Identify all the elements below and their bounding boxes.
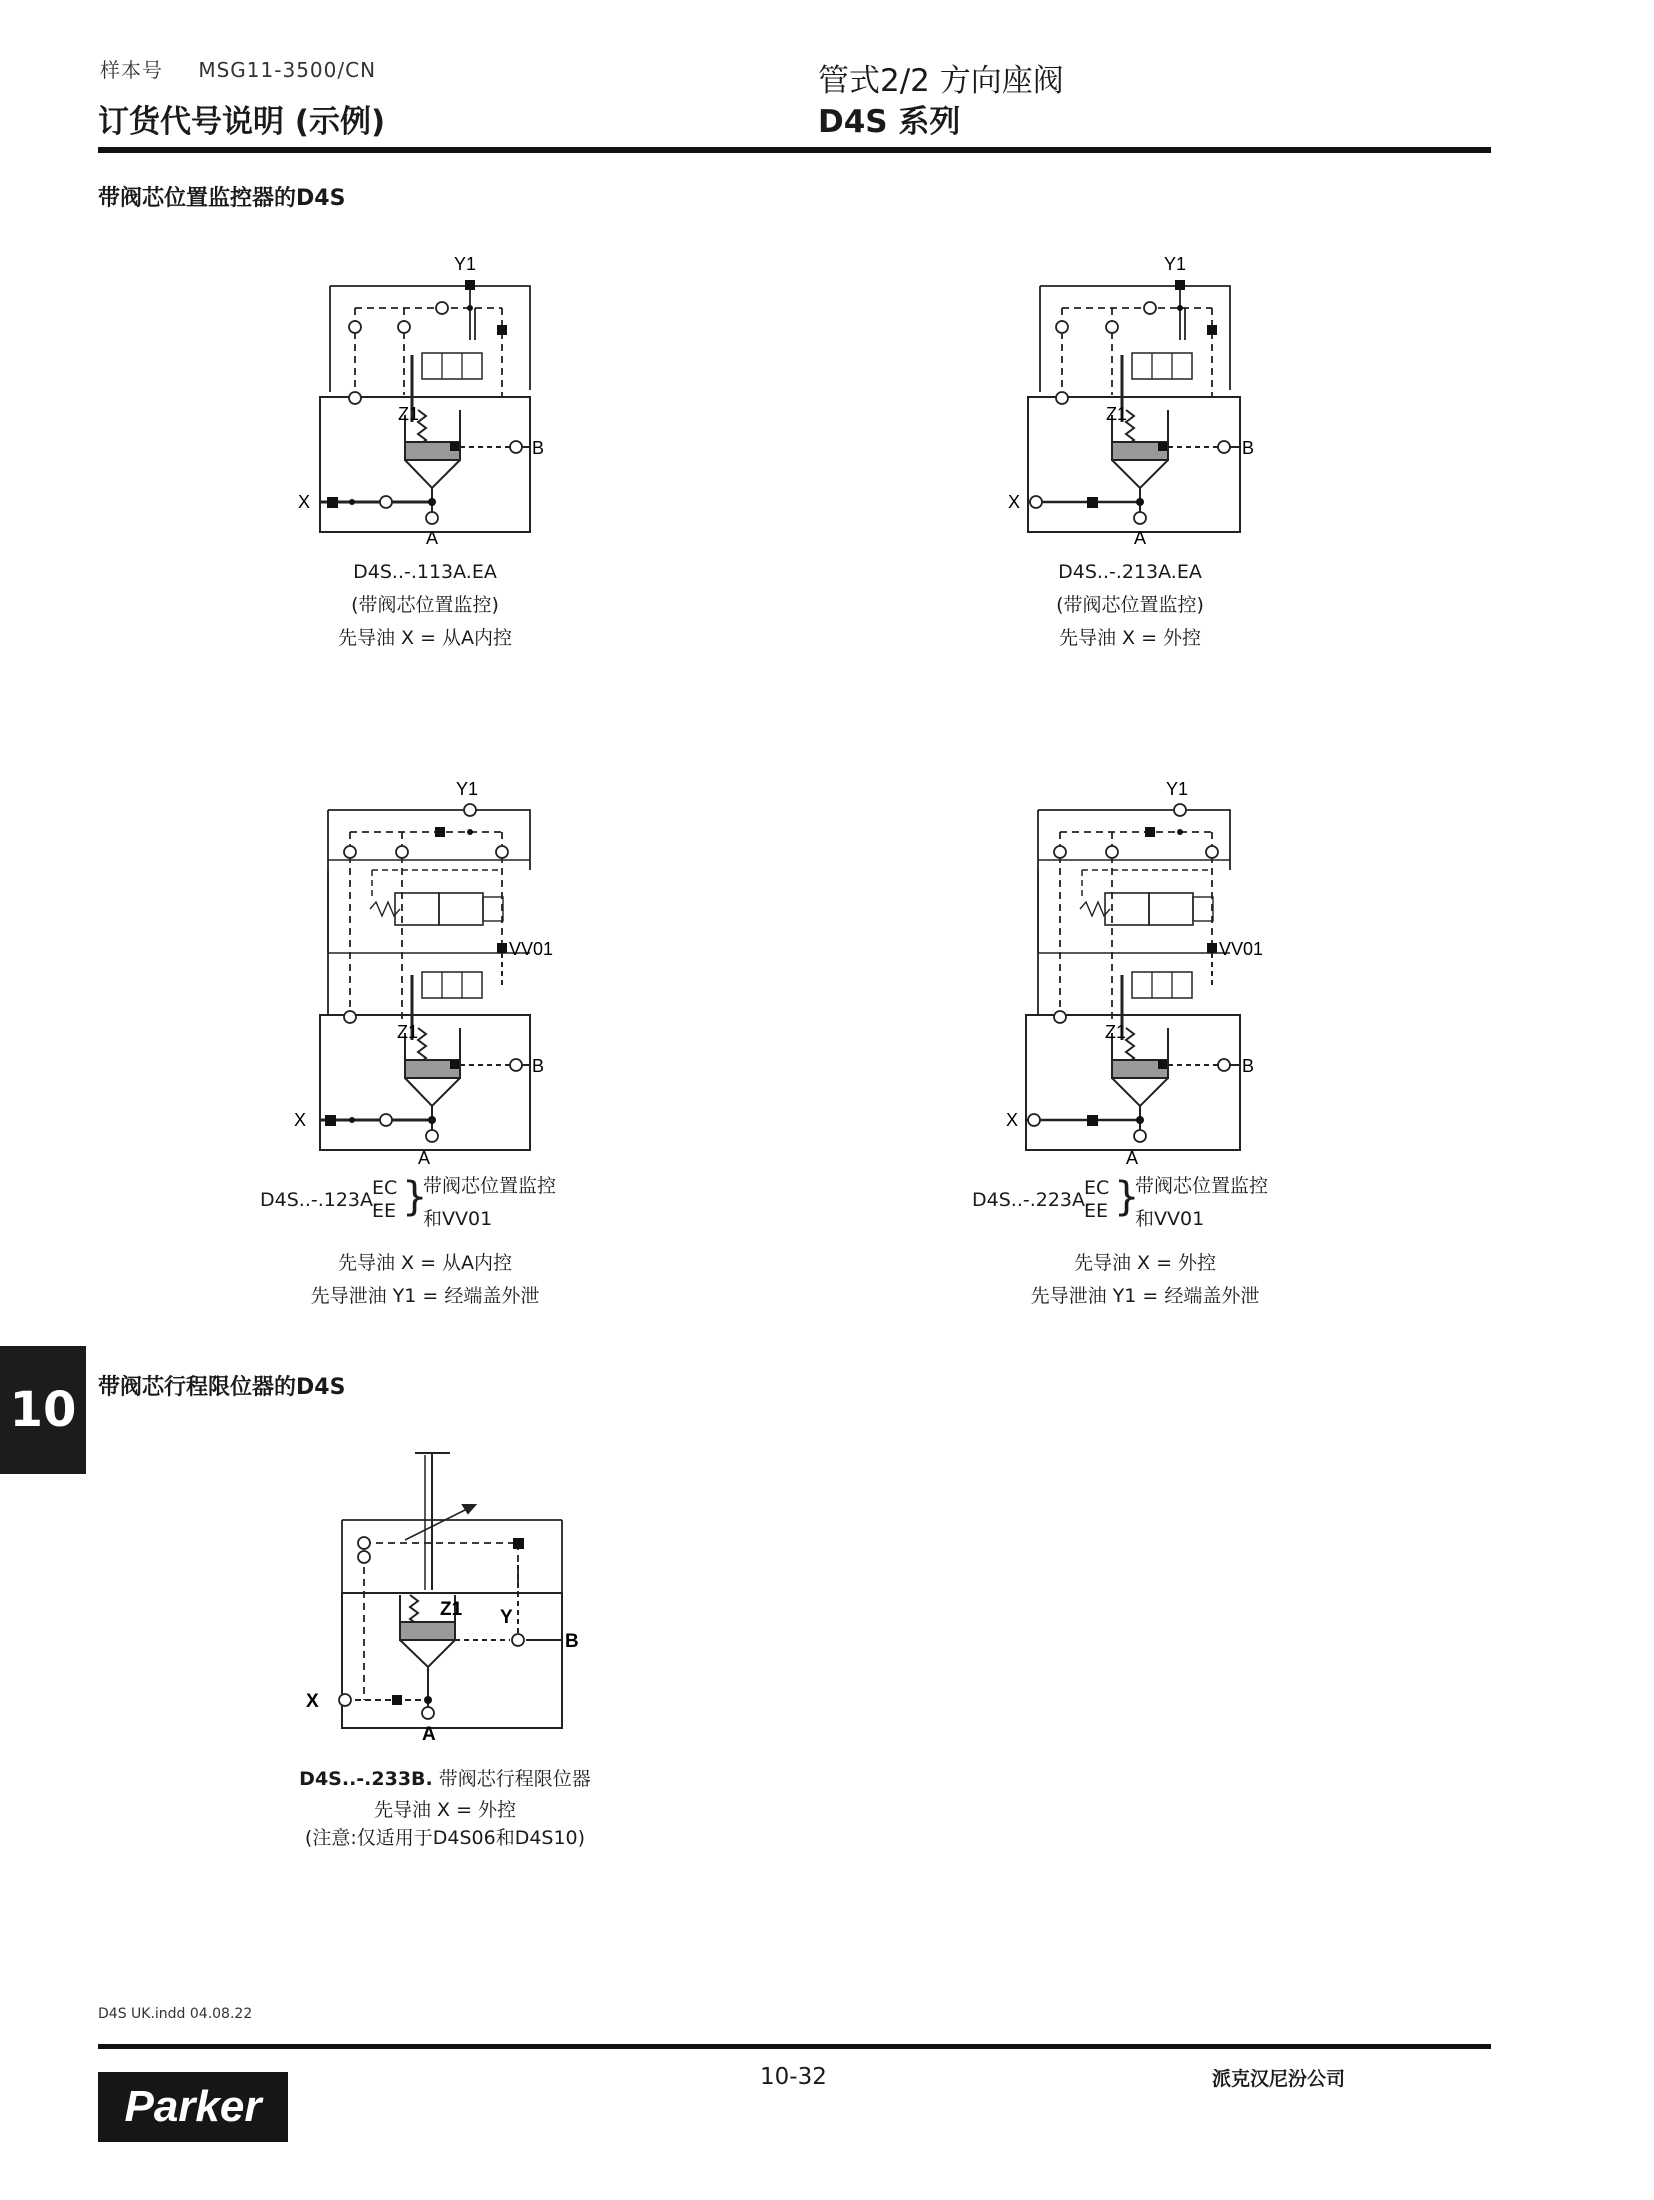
option-desc-2: 和VV01 [423,1208,493,1230]
chapter-tab: 10 [0,1346,86,1474]
diagram-caption-123A [275,1247,575,1313]
hydraulic-diagram-233B [300,1445,590,1765]
footer-file-info: D4S UK.indd 04.08.22 [98,2006,253,2022]
logo-text: Parker [124,2082,262,2131]
label-y: Y [500,1607,513,1628]
label-z1: Z1 [398,404,420,424]
label-a: A [422,1724,436,1745]
pilot-note: 先导油 X = 外控 [1058,627,1202,649]
option-desc-2: 和VV01 [1135,1208,1205,1230]
label-y1: Y1 [1166,779,1189,799]
label-x: X [298,492,311,512]
label-y1: Y1 [1164,254,1187,274]
label-x: X [306,1691,319,1712]
label-b: B [1242,438,1255,458]
model-line [270,1763,620,1796]
label-b: B [565,1631,579,1652]
label-y1: Y1 [456,779,479,799]
footer-rule [98,2044,1491,2049]
option-desc-1: 带阀芯位置监控 [1135,1175,1269,1197]
model-desc: (带阀芯位置监控) [1056,594,1204,616]
hydraulic-diagram-223A [1000,775,1300,1175]
section-title-stroke-limiter: 带阀芯行程限位器的D4S [98,1375,346,1400]
pilot-note: 先导油 X = 外控 [1073,1252,1217,1274]
pilot-note: 先导油 X = 外控 [373,1799,517,1821]
company-name: 派克汉尼汾公司 [1212,2068,1346,2090]
label-b: B [1242,1056,1255,1076]
diagram-caption-233B [270,1763,620,1852]
brace-icon: } [402,1174,428,1220]
model-code: D4S..-.223A. [972,1189,1091,1211]
catalog-number: MSG11-3500/CN [198,58,377,82]
model-code: D4S..-.123A. [260,1189,379,1211]
option-ec: EC [372,1177,398,1199]
drain-note: 先导泄油 Y1 = 经端盖外泄 [310,1285,540,1307]
label-x: X [1006,1110,1019,1130]
header-rule [98,147,1491,153]
model-code: D4S..-.113A.EA [353,561,497,583]
label-z1: Z1 [397,1022,419,1042]
hydraulic-diagram-123A [290,775,590,1175]
label-a: A [1134,528,1147,548]
page-number: 10-32 [760,2064,827,2090]
diagram-caption-223A [995,1247,1295,1313]
label-y1: Y1 [454,254,477,274]
label-x: X [1008,492,1021,512]
diagram-caption-113A [300,556,550,655]
label-z1: Z1 [1106,404,1128,424]
option-ee: EE [1084,1200,1109,1222]
usage-note: (注意:仅适用于D4S06和D4S10) [304,1827,586,1849]
label-vv01: VV01 [509,939,554,959]
pilot-note: 先导油 X = 从A内控 [337,627,513,649]
page-title: 订货代号说明 (示例) [98,104,386,140]
label-b: B [532,1056,545,1076]
label-z1: Z1 [440,1599,463,1620]
model-desc: 带阀芯行程限位器 [438,1768,591,1790]
model-code: D4S..-.233B. [299,1768,433,1790]
model-code: D4S..-.213A.EA [1058,561,1202,583]
pilot-note: 先导油 X = 从A内控 [337,1252,513,1274]
label-a: A [426,528,439,548]
option-ee: EE [372,1200,397,1222]
catalog-label: 样本号 [100,58,163,82]
label-vv01: VV01 [1219,939,1264,959]
parker-logo [98,2072,288,2142]
hydraulic-diagram-213A [1000,250,1270,560]
section-title-spool-monitor: 带阀芯位置监控器的D4S [98,186,346,211]
label-x: X [294,1110,307,1130]
hydraulic-diagram-113A [290,250,560,560]
label-a: A [418,1148,431,1168]
product-series-title: D4S 系列 [818,104,961,140]
product-subtitle: 管式2/2 方向座阀 [818,63,1064,99]
catalog-number-line [100,54,376,83]
model-desc: (带阀芯位置监控) [351,594,499,616]
label-z1: Z1 [1105,1022,1127,1042]
diagram-caption-213A [1005,556,1255,655]
drain-note: 先导泄油 Y1 = 经端盖外泄 [1030,1285,1260,1307]
option-desc-1: 带阀芯位置监控 [423,1175,557,1197]
label-a: A [1126,1148,1139,1168]
option-ec: EC [1084,1177,1110,1199]
label-b: B [532,438,545,458]
brace-icon: } [1114,1174,1140,1220]
